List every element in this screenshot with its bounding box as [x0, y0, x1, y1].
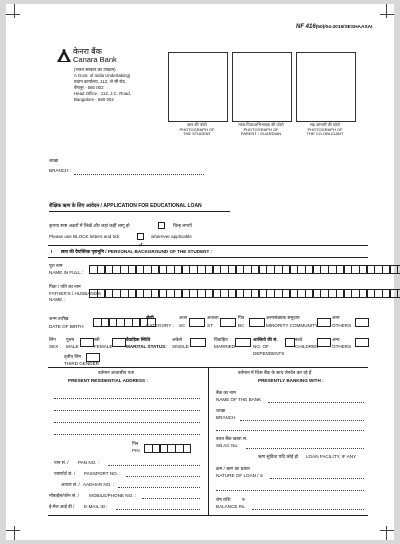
others-label: OTHERS — [332, 323, 352, 328]
minority-checkbox[interactable] — [317, 318, 331, 327]
instructions: Please use BLOCK letters and tick — [49, 234, 120, 239]
sc-label-hindi: अजा — [179, 315, 188, 320]
others-dependents-checkbox[interactable] — [355, 338, 369, 347]
mobile-label: MOBILE/PHONE NO. : — [89, 493, 136, 498]
tick-sample-box — [158, 222, 165, 229]
aadhar-label-hindi: आधार सं. / — [61, 482, 80, 487]
bank-branch-label-hindi: शाखा — [216, 408, 226, 413]
character-cell[interactable] — [183, 444, 191, 453]
married-label: MARRIED — [214, 344, 236, 349]
crop-mark — [14, 526, 15, 540]
sex-label: SEX : — [49, 344, 61, 349]
male-label: MALE — [66, 344, 79, 349]
section-divider — [48, 515, 368, 516]
mobile-label-hindi: मोबाईल/फोन सं. / — [49, 493, 79, 498]
address-heading-hindi: वर्तमान आवासीय पता — [98, 370, 135, 375]
photo-box-co-obligant[interactable] — [296, 52, 356, 122]
passport-label: PASSPORT NO. : — [84, 471, 121, 476]
instructions-hindi: कृपया स्पष्ट अक्षरों में लिखें और जहां कहीं लागू हो — [49, 223, 130, 228]
sc-checkbox[interactable] — [189, 318, 205, 327]
section-divider — [48, 257, 368, 258]
children-label-hindi: बच्चे — [295, 337, 303, 342]
minority-label: MINORITY COMMUNITY — [266, 323, 318, 328]
photo-caption-co-obligant — [286, 123, 364, 137]
third-gender-label: THIRD GENDER — [64, 361, 99, 366]
instructions-tick: wherever applicable — [151, 234, 192, 239]
address-line-4[interactable] — [54, 434, 200, 435]
bc-checkbox[interactable] — [249, 318, 265, 327]
banking-heading: PRESENTLY BANKING WITH : — [258, 378, 324, 383]
crop-mark — [380, 530, 394, 531]
st-label-hindi: अजजा — [207, 315, 219, 320]
male-checkbox[interactable] — [80, 338, 94, 347]
photo-caption-line1: PHOTOGRAPH OF — [243, 126, 279, 132]
third-gender-label-hindi: तृतीय लिंग — [64, 354, 82, 359]
sb-account-label: SB A/c No. — [216, 443, 239, 448]
bank-branch-input-line2[interactable] — [216, 430, 364, 431]
others-label-hindi: अन्य — [332, 315, 340, 320]
address-heading: PRESENT RESIDENTIAL ADDRESS : — [68, 378, 148, 383]
photo-caption-hindi: माता-पिता/अभिभावक की फोटो — [238, 122, 284, 127]
father-label: FATHER'S / HUSBAND'S — [49, 291, 101, 296]
sb-account-input[interactable] — [246, 448, 364, 449]
pin-input[interactable] — [145, 444, 191, 453]
address-line-3[interactable] — [54, 422, 200, 423]
balance-label: BALANCE Rs. — [216, 504, 246, 509]
bank-name-hindi: केनरा बैंक — [73, 47, 102, 56]
tick-sample-box — [137, 233, 144, 240]
loan-facility-label: LOAN FACILITY, IF ANY — [306, 454, 357, 459]
others2-label-hindi: अन्य — [332, 337, 340, 342]
dob-label-hindi: जन्म तारीख — [49, 316, 69, 321]
loan-nature-label: NATURE OF LOAN / S — [216, 473, 263, 478]
marital-label: MARITAL STATUS: — [126, 344, 167, 349]
pin-label-hindi: पिन — [132, 441, 139, 446]
photo-caption-hindi: छात्र की फोटो — [187, 122, 207, 127]
pan-label-hindi: पान सं. / — [54, 460, 69, 465]
photo-caption-line1: PHOTOGRAPH OF — [179, 126, 215, 132]
bank-branch-label: BRANCH — [216, 415, 236, 420]
application-form-page — [6, 4, 394, 540]
passport-label-hindi: पासपोर्ट सं. / — [54, 471, 76, 476]
address-line-1[interactable] — [54, 398, 200, 399]
undertaking: A Govt. of India Undertaking) — [74, 73, 131, 78]
rupee-symbol-hindi: रु. — [242, 497, 247, 502]
bank-name-input[interactable] — [268, 402, 364, 403]
form-revision: (50)/04-2019/SESHAASAI — [315, 25, 373, 30]
city: Bangalore - 560 002 — [74, 97, 114, 102]
bank-branch-input[interactable] — [240, 420, 364, 421]
marital-label-hindi: वैवाहिक स्थिति — [126, 337, 151, 342]
branch-label-hindi: शाखा — [49, 158, 59, 163]
crop-mark — [386, 4, 387, 18]
fullname-input[interactable] — [90, 265, 400, 274]
undertaking-hindi: (भारत सरकार का उपक्रम) — [74, 67, 116, 72]
pan-label: PAN NO. : — [78, 460, 100, 465]
email-input[interactable] — [116, 509, 200, 510]
balance-label-hindi: शेष राशि — [216, 497, 231, 502]
loan-nature-input-line2[interactable] — [216, 490, 364, 491]
crop-mark — [14, 4, 15, 18]
dob-label: DATE OF BIRTH — [49, 324, 84, 329]
bc-label: BC — [238, 323, 245, 328]
female-checkbox[interactable] — [112, 338, 126, 347]
father-label-hindi: पिता / पति का नाम — [49, 284, 81, 289]
branch-label: BRANCH : — [49, 168, 71, 173]
email-label: E-MAIL ID : — [84, 504, 108, 509]
head-office: Head Office : 112, J.C. Road, — [74, 91, 131, 96]
photo-caption-line1: PHOTOGRAPH OF — [307, 126, 343, 132]
photo-box-student[interactable] — [168, 52, 228, 122]
address-line-2[interactable] — [54, 410, 200, 411]
email-label-hindi: ई-मेल आई डी / — [49, 504, 75, 509]
others2-label: OTHERS — [332, 344, 352, 349]
section-heading: छात्र की वैयक्तिक पृष्ठभूमि / PERSONAL BACKGROUND OF THE STUDENT : — [61, 249, 213, 254]
head-office-hindi: प्रधान कार्यालय, 112, जे सी रोड, — [74, 79, 126, 84]
married-checkbox[interactable] — [235, 338, 251, 347]
father-name-input[interactable] — [90, 289, 400, 298]
city-hindi: बेंगलूर - 560 002 — [74, 85, 104, 90]
mobile-input[interactable] — [142, 498, 200, 499]
fullname-label: NAME IN FULL : — [49, 270, 84, 275]
children-label: CHILDREN — [295, 344, 319, 349]
st-label: ST — [207, 323, 213, 328]
dependents-label: NO. OF — [253, 344, 269, 349]
dependents-count-box[interactable] — [285, 338, 295, 347]
crop-mark — [6, 530, 20, 531]
section-divider — [48, 245, 368, 246]
pin-label: PIN — [132, 448, 140, 453]
aadhar-label: AADHAR NO. : — [83, 482, 115, 487]
bank-logo — [56, 48, 72, 69]
photo-caption-hindi: सह आभारी की फोटो — [309, 122, 341, 127]
married-label-hindi: विवाहित — [214, 337, 228, 342]
form-title: शैक्षिक ऋण के लिए आवेदन / APPLICATION FOR EDUCATIONAL LOAN — [49, 203, 202, 209]
loan-facility-label-hindi: ऋण सुविधा यदि कोई हो — [258, 454, 299, 459]
passport-input[interactable] — [126, 476, 200, 477]
dependents-label-hindi: आश्रितो की सं. — [253, 337, 278, 342]
minority-label-hindi: अल्पसंख्यक समुदाय — [266, 315, 300, 320]
single-label: SINGLE — [172, 344, 189, 349]
section-number: I — [51, 249, 53, 254]
form-number — [296, 24, 372, 30]
bank-name-label-hindi: बैंक का नाम — [216, 390, 236, 395]
dependents-label-line2: DEPENDENTS — [253, 351, 285, 356]
others-category-checkbox[interactable] — [355, 318, 369, 327]
single-label-hindi: अकेले — [172, 337, 183, 342]
female-label: FEMALE — [94, 344, 113, 349]
category-label: CATEGORY : — [146, 323, 174, 328]
crop-mark — [386, 526, 387, 540]
female-label-hindi: स्त्री — [94, 337, 100, 342]
photo-box-parent[interactable] — [232, 52, 292, 122]
st-checkbox[interactable] — [220, 318, 236, 327]
photo-caption-line2: THE CO-OBLIGANT — [306, 131, 344, 137]
bc-label-hindi: पिव — [238, 315, 245, 320]
children-checkbox[interactable] — [317, 338, 331, 347]
photo-caption-line2: THE STUDENT — [183, 131, 211, 137]
sb-account-label-hindi: बचत बैंक खाता सं. — [216, 436, 248, 441]
banking-heading-hindi: वर्तमान में जिस बैंक के साथ लेनदेन कर रहे हैं — [238, 370, 312, 375]
pan-input[interactable] — [108, 465, 200, 466]
photo-caption-line2: PARENT / GUARDIAN — [240, 131, 282, 137]
balance-input[interactable] — [252, 509, 364, 510]
bank-name: Canara Bank — [73, 55, 117, 64]
father-label-line2: NAME : — [49, 297, 65, 302]
crop-mark — [380, 14, 394, 15]
crop-mark — [6, 14, 20, 15]
fullname-label-hindi: पूरा नाम — [49, 263, 63, 268]
sc-label: SC — [179, 323, 186, 328]
loan-nature-label-hindi: क्रम / ऋण का प्रकार — [216, 466, 250, 471]
aadhar-input[interactable] — [118, 487, 200, 488]
male-label-hindi: पुरुष — [66, 337, 75, 342]
category-label-hindi: श्रेणी — [146, 315, 154, 320]
sex-label-hindi: लिंग — [49, 337, 56, 342]
column-divider — [208, 367, 209, 515]
instructions-hindi-tick: चिन्ह लगायें — [173, 223, 192, 228]
title-underline — [49, 211, 230, 212]
canara-logo-icon — [56, 48, 72, 64]
form-number-code: NF 416 — [296, 24, 316, 30]
bank-name-label: NAME OF THE BANK — [216, 397, 262, 402]
branch-field[interactable] — [74, 174, 204, 175]
single-checkbox[interactable] — [190, 338, 206, 347]
loan-nature-input[interactable] — [270, 478, 364, 479]
